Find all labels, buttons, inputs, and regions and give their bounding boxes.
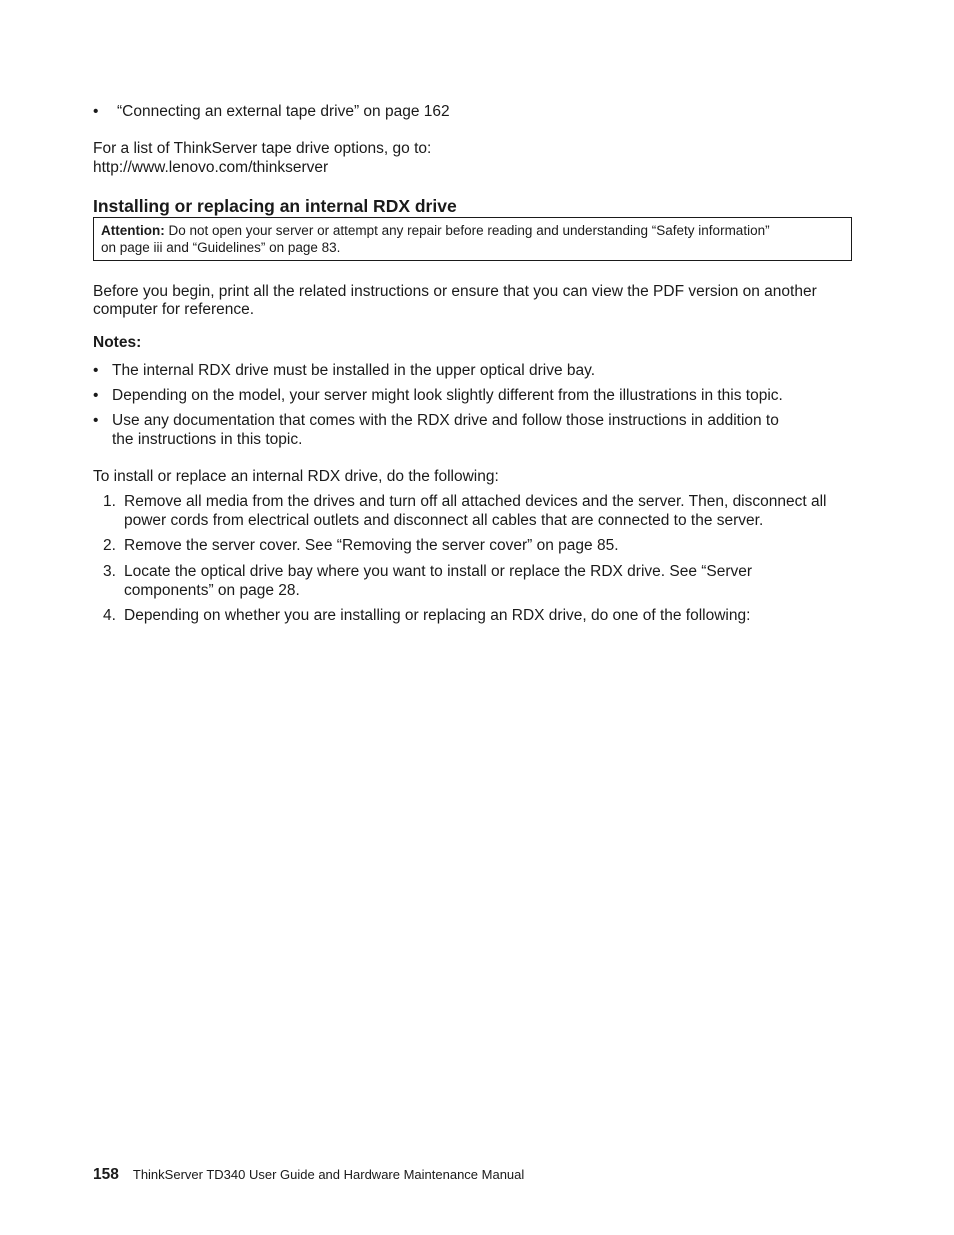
- step-text: power cords from electrical outlets and disconnect all cables that are connected to the server.: [124, 512, 764, 529]
- attention-line-1: [101, 222, 844, 239]
- step-text: Remove the server cover. See “Removing the server cover” on page 85.: [124, 537, 619, 554]
- step-number: 3.: [103, 563, 116, 580]
- procedure-intro: To install or replace an internal RDX drive, do the following:: [93, 468, 499, 485]
- bullet-marker: •: [93, 103, 99, 120]
- note-text: the instructions in this topic.: [112, 431, 303, 448]
- note-text: The internal RDX drive must be installed in the upper optical drive bay.: [112, 362, 596, 379]
- section-heading: Installing or replacing an internal RDX drive: [93, 196, 457, 216]
- attention-label: Attention:: [101, 223, 165, 238]
- page-footer: [93, 1166, 845, 1184]
- lenovo-url: http://www.lenovo.com/thinkserver: [93, 159, 329, 176]
- step-number: 2.: [103, 537, 116, 554]
- attention-text: Do not open your server or attempt any repair before reading and understanding “Safety information”: [164, 223, 770, 238]
- bullet-marker: •: [93, 412, 99, 429]
- bullet-marker: •: [93, 387, 99, 404]
- page-number: 158: [93, 1166, 119, 1183]
- list-item-text: “Connecting an external tape drive” on page 162: [117, 103, 450, 120]
- before-paragraph-line: computer for reference.: [93, 301, 255, 318]
- attention-box: [93, 217, 852, 261]
- intro-line: For a list of ThinkServer tape drive options, go to:: [93, 140, 432, 157]
- step-text: Depending on whether you are installing or replacing an RDX drive, do one of the following:: [124, 607, 751, 624]
- step-text: Remove all media from the drives and turn off all attached devices and the server. Then, disconnect all: [124, 493, 827, 510]
- step-number: 4.: [103, 607, 116, 624]
- note-text: Use any documentation that comes with the RDX drive and follow those instructions in addition to: [112, 412, 779, 429]
- bullet-marker: •: [93, 362, 99, 379]
- attention-line-2: on page iii and “Guidelines” on page 83.: [101, 240, 341, 255]
- before-paragraph-line: Before you begin, print all the related instructions or ensure that you can view the PDF version on another: [93, 283, 817, 300]
- manual-title: ThinkServer TD340 User Guide and Hardware Maintenance Manual: [132, 1167, 525, 1182]
- step-text: components” on page 28.: [124, 582, 300, 599]
- notes-label: Notes:: [93, 334, 142, 351]
- note-text: Depending on the model, your server might look slightly different from the illustrations in this topic.: [112, 387, 783, 404]
- step-text: Locate the optical drive bay where you want to install or replace the RDX drive. See “Server: [124, 563, 753, 580]
- step-number: 1.: [103, 493, 116, 510]
